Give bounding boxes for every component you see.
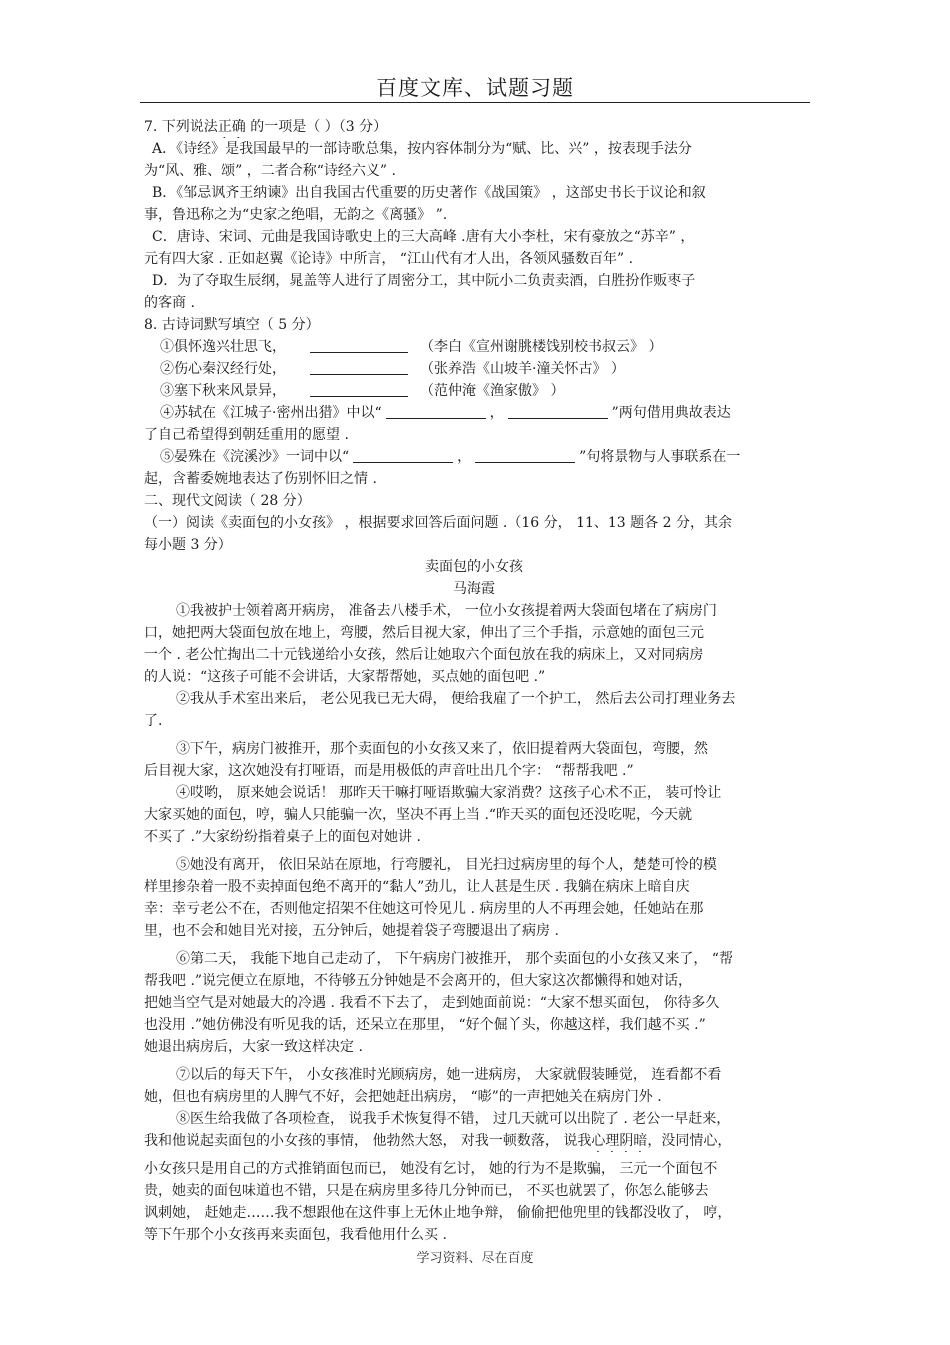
q8-title: 8. 古诗词默写填空（ 5 分） [144, 317, 320, 333]
paragraph-line: 等下午那个小女孩再来卖面包，我看他用什么买 . [144, 1227, 447, 1243]
paragraph-line: 一个 . 老公忙掏出二十元钱递给小女孩，然后让她取六个面包放在我的病床上，又对同病房 [144, 647, 704, 663]
paragraph-line: 了. [144, 713, 163, 729]
q7-option-c-cont: 元有四大家 . 正如赵翼《论诗》中所言， “江山代有才人出，各领风骚数百年” . [144, 251, 634, 267]
page-footer: 学习资料、尽在百度 [416, 1251, 534, 1266]
paragraph-line: ②我从手术室出来后， 老公见我已无大碍， 便给我雇了一个护工， 然后去公司打理业务去 [176, 691, 736, 707]
q8-line-3: ③塞下秋来风景异， （范仲淹《渔家傲》 ） [160, 383, 565, 399]
q8-line-4-cont: 了自己希望得到朝廷重用的愿望 . [144, 427, 349, 443]
exam-content [144, 116, 804, 1246]
paragraph-line: 讽刺她， 赶她走……我不想跟他在这件事上无休止地争辩， 偷偷把他兜里的钱都没收了， 哼， [144, 1205, 732, 1221]
answer-blank[interactable] [508, 404, 608, 419]
emphasized-word: 心理阴暗 [591, 1133, 648, 1149]
paragraph-line: 把她当空气是对她最大的冷遇 . 我看不下去了， 走到她面前说：“大家不想买面包， 你待多久 [144, 995, 720, 1011]
paragraph-line: ⑤她没有离开， 依旧呆站在原地，行弯腰礼， 目光扫过病房里的每个人，楚楚可怜的模 [176, 857, 717, 873]
q7-option-d-cont: 的客商 . [144, 295, 195, 311]
answer-blank[interactable] [353, 448, 453, 463]
reading-instructions-cont: 每小题 3 分） [144, 537, 232, 553]
reading-instructions: （一）阅读《卖面包的小女孩》 ，根据要求回答后面问题 .（16 分， 11、13 题各 2 分，其余 [144, 515, 732, 531]
paragraph-line: 后目视大家，这次她没有打哑语，而是用极低的声音吐出几个字： “帮帮我吧 .” [144, 763, 634, 779]
paragraph-line: ⑧医生给我做了各项检查， 说我手术恢复得不错， 过几天就可以出院了 . 老公一早赶来， [176, 1111, 731, 1127]
section-2-title: 二、现代文阅读（ 28 分） [144, 493, 311, 509]
emphasized-word: 正确 [217, 119, 246, 135]
answer-blank[interactable] [475, 448, 575, 463]
paragraph-line: 的人说：“这孩子可能不会讲话，大家帮帮她，买点她的面包吧 .” [144, 669, 546, 685]
header-divider [140, 102, 810, 103]
q7-option-b-cont: 事，鲁迅称之为“史家之绝唱，无韵之《离骚》 ”. [144, 207, 448, 223]
paragraph-line: ③下午，病房门被推开，那个卖面包的小女孩又来了，依旧提着两大袋面包，弯腰，然 [176, 741, 708, 757]
paragraph-line: 帮我吧 .”说完便立在原地，不待够五分钟她是不会离开的，但大家这次都懒得和她对话， [144, 973, 693, 989]
paragraph-line: 我和他说起卖面包的小女孩的事情， 他勃然大怒， 对我一顿数落， 说我心理阴暗，没同情心， [144, 1133, 732, 1149]
q7-option-a: A．《诗经》是我国最早的一部诗歌总集，按内容体制分为“赋、比、兴” ，按表现手法分 [152, 141, 692, 157]
paragraph-line: 样里掺杂着一股不卖掉面包绝不离开的“黏人”劲儿，让人甚是生厌 . 我躺在病床上暗自庆 [144, 879, 690, 895]
q7-stem: 7. 下列说法正确 的一项是（ ）（3 分） [144, 119, 388, 135]
q8-line-4: ④苏轼在《江城子·密州出猎》中以“ ， ”两句借用典故表达 [160, 405, 731, 421]
paragraph-line: 也没用 .”她仿佛没有听见我的话，还呆立在那里， “好个倔丫头，你越这样，我们越不买 .” [144, 1017, 706, 1033]
q7-option-b: B．《邹忌讽齐王纳谏》出自我国古代重要的历史著作《战国策》 ，这部史书长于议论和叙 [152, 185, 706, 201]
q8-line-5: ⑤晏殊在《浣溪沙》一词中以“ ， ”句将景物与人事联系在一 [160, 449, 741, 465]
paragraph-line: 幸：幸亏老公不在，否则他定招架不住她这可怜见儿 . 病房里的人不再理会她，任她站在那 [144, 901, 704, 917]
q7-option-d: D．为了夺取生辰纲，晁盖等人进行了周密分工，其中阮小二负责卖酒，白胜扮作贩枣子 [152, 273, 696, 289]
paragraph-line: 口，她把两大袋面包放在地上，弯腰，然后目视大家，伸出了三个手指，示意她的面包三元 [144, 625, 704, 641]
paragraph-line: 贵，她卖的面包味道也不错，只是在病房里多待几分钟而已， 不买也就罢了，你怎么能够去 [144, 1183, 709, 1199]
paragraph-line: 不买了 .”大家纷纷指着桌子上的面包对她讲 . [144, 829, 421, 845]
q8-line-1: ①俱怀逸兴壮思飞， （李白《宣州谢朓楼饯别校书叔云》 ） [160, 339, 663, 355]
page-header-title: 百度文库、试题习题 [376, 76, 574, 100]
story-title: 卖面包的小女孩 [425, 559, 523, 575]
answer-blank[interactable] [386, 404, 486, 419]
answer-blank[interactable] [310, 360, 408, 375]
paragraph-line: ④哎哟， 原来她会说话！ 那昨天干嘛打哑语欺骗大家消费？这孩子心术不正， 装可怜让 [176, 785, 722, 801]
paragraph-line: 小女孩只是用自己的方式推销面包而已， 她没有乞讨， 她的行为不是欺骗， 三元一个面包不 [144, 1161, 718, 1177]
paragraph-line: ⑥第二天， 我能下地自己走动了， 下午病房门被推开， 那个卖面包的小女孩又来了， “帮 [176, 951, 733, 967]
q8-line-2: ②伤心秦汉经行处， （张养浩《山坡羊·潼关怀古》 ） [160, 361, 625, 377]
paragraph-line: ①我被护士领着离开病房， 准备去八楼手术， 一位小女孩提着两大袋面包堵在了病房门 [176, 603, 717, 619]
paragraph-line: 她退出病房后，大家一致这样决定 . [144, 1039, 363, 1055]
story-author: 马海霞 [453, 581, 495, 597]
q7-option-c: C．唐诗、宋词、元曲是我国诗歌史上的三大高峰 .唐有大小李杜，宋有豪放之“苏辛” ， [152, 229, 695, 245]
paragraph-line: 里，也不会和她目光对接，五分钟后，她提着袋子弯腰退出了病房 . [144, 923, 559, 939]
answer-blank[interactable] [310, 338, 408, 353]
paragraph-line: 大家买她的面包，哼，骗人只能骗一次，坚决不再上当 .“昨天买的面包还没吃呢，今天就 [144, 807, 693, 823]
paragraph-line: 她，但也有病房里的人脾气不好，会把她赶出病房， “嘭”的一声把她关在病房门外 . [144, 1089, 662, 1105]
q7-option-a-cont: 为“风、雅、颂” ，二者合称“诗经六义” . [144, 163, 396, 179]
q8-line-5-cont: 起，含蓄委婉地表达了伤别怀旧之情 . [144, 471, 377, 487]
paragraph-line: ⑦以后的每天下午， 小女孩准时光顾病房，她一进病房， 大家就假装睡觉， 连看都不看 [176, 1067, 722, 1083]
answer-blank[interactable] [310, 382, 408, 397]
